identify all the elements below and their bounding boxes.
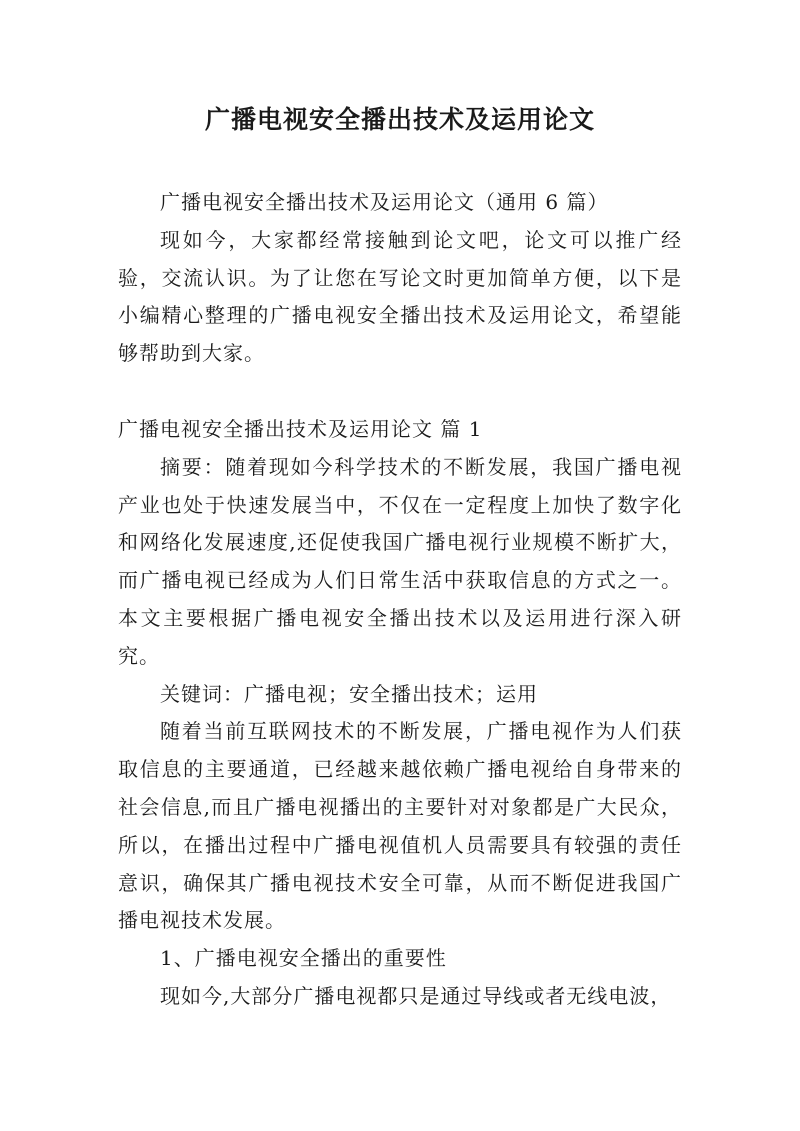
point1-heading: 1、广播电视安全播出的重要性: [160, 946, 447, 971]
keywords-line: 关键词：广播电视；安全播出技术；运用: [160, 681, 538, 706]
document-subtitle: 广播电视安全播出技术及运用论文（通用 6 篇）: [160, 190, 609, 214]
intro-paragraph: 现如今，大家都经常接触到论文吧，论文可以推广经验，交流认识。为了让您在写论文时更加简单方便，以下是小编精心整理的广播电视安全播出技术及运用论文，希望能够帮助到大家。: [118, 227, 682, 366]
body-paragraph: 随着当前互联网技术的不断发展，广播电视作为人们获取信息的主要通道，已经越来越依赖广播电视给自身带来的社会信息,而且广播电视播出的主要针对对象都是广大民众，所以，在播出过程中广播电视值机人员需要具有较强的责任意识，确保其广播电视技术安全可靠，从而不断促进我国广播电视技术发展。: [118, 719, 682, 933]
abstract-paragraph: 摘要：随着现如今科学技术的不断发展，我国广播电视产业也处于快速发展当中，不仅在一定程度上加快了数字化和网络化发展速度,还促使我国广播电视行业规模不断扩大，而广播电视已经成为人们日常生活中获取信息的方式之一。本文主要根据广播电视安全播出技术以及运用进行深入研究。: [118, 454, 682, 668]
document-title: 广播电视安全播出技术及运用论文: [204, 105, 595, 134]
section-heading: 广播电视安全播出技术及运用论文 篇 1: [118, 416, 483, 441]
point1-text: 现如今,大部分广播电视都只是通过导线或者无线电波，: [160, 983, 672, 1008]
